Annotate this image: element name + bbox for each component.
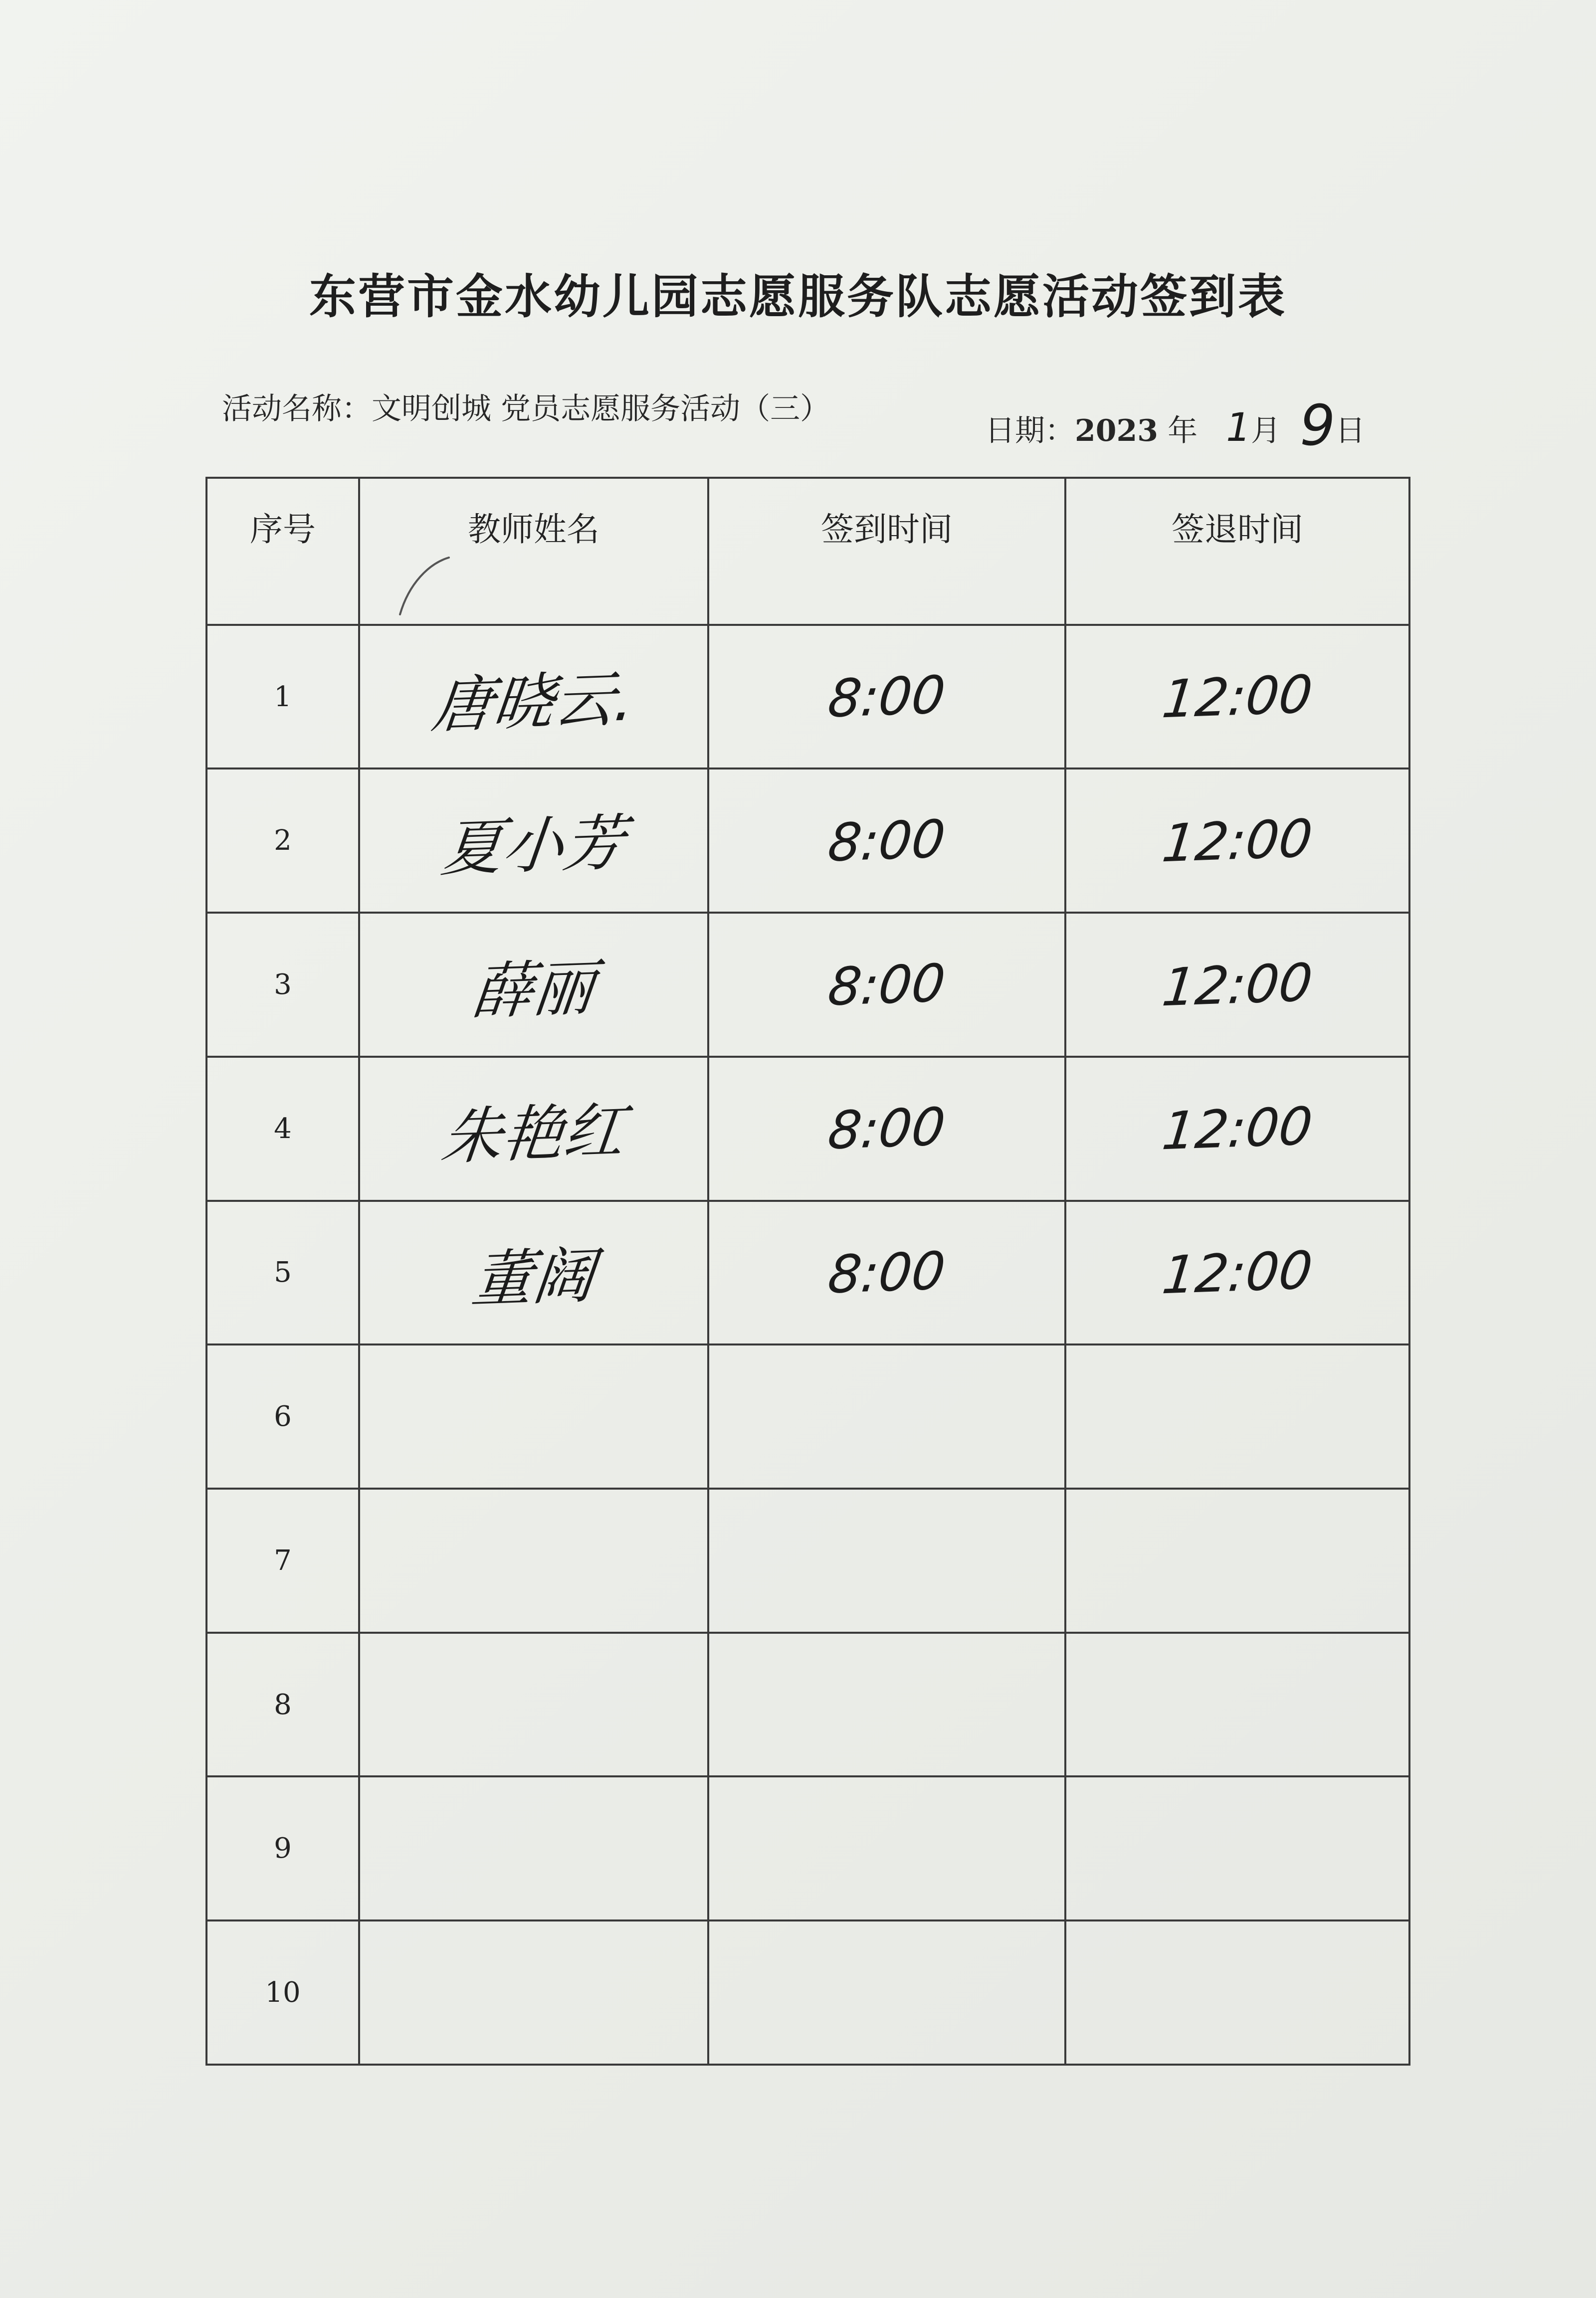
row-seq: 3 xyxy=(206,913,359,1057)
sign-out-time-cell[interactable] xyxy=(1065,1489,1409,1633)
form-title: 东营市金水幼儿园志愿服务队志愿活动签到表 xyxy=(309,269,1287,324)
sign-in-time: 8:00 xyxy=(825,1240,949,1306)
sign-in-time-cell[interactable] xyxy=(708,768,1065,913)
teacher-signature[interactable] xyxy=(359,1344,708,1489)
row-seq: 5 xyxy=(206,1201,359,1345)
sign-in-time: 8:00 xyxy=(825,952,949,1017)
teacher-name: 夏小芳 xyxy=(438,807,628,885)
sign-in-time-cell[interactable] xyxy=(708,1489,1065,1633)
date-month: 1 xyxy=(1226,405,1251,450)
sign-out-time: 12:00 xyxy=(1159,1095,1316,1162)
table-row xyxy=(206,1344,1409,1489)
activity-label: 活动名称： xyxy=(222,391,372,426)
sign-in-time-cell[interactable] xyxy=(708,1201,1065,1345)
table-row xyxy=(206,625,1409,769)
teacher-signature[interactable] xyxy=(359,913,708,1057)
row-seq: 1 xyxy=(206,625,359,769)
sign-out-time-cell[interactable] xyxy=(1065,1057,1409,1201)
sign-in-time: 8:00 xyxy=(825,1096,949,1161)
teacher-signature[interactable] xyxy=(359,1201,708,1345)
date-label: 日期： xyxy=(985,413,1075,448)
teacher-signature[interactable] xyxy=(359,1776,708,1920)
sign-out-time-cell[interactable] xyxy=(1065,1920,1409,2065)
month-label: 月 xyxy=(1250,413,1281,448)
header-sign-out-time: 签退时间 xyxy=(1065,478,1409,625)
table-header-row xyxy=(206,478,1409,625)
teacher-signature[interactable] xyxy=(359,768,708,913)
sign-out-time-cell[interactable] xyxy=(1065,768,1409,913)
teacher-name: 唐晓云. xyxy=(428,663,638,742)
sign-out-time-cell[interactable] xyxy=(1065,1344,1409,1489)
date-year: 2023 xyxy=(1075,413,1158,448)
table-row xyxy=(206,768,1409,913)
table-row xyxy=(206,1776,1409,1920)
table-row xyxy=(206,1920,1409,2065)
header-teacher-name: 教师姓名 xyxy=(359,478,708,625)
sign-in-time-cell[interactable] xyxy=(708,1057,1065,1201)
sign-in-time-cell[interactable] xyxy=(708,913,1065,1057)
sign-in-time-cell[interactable] xyxy=(708,1344,1065,1489)
row-seq: 4 xyxy=(206,1057,359,1201)
teacher-name: 董阔 xyxy=(468,1240,598,1316)
sign-out-time-cell[interactable] xyxy=(1065,1776,1409,1920)
row-seq: 6 xyxy=(206,1344,359,1489)
row-seq: 10 xyxy=(206,1920,359,2065)
sign-in-time: 8:00 xyxy=(825,808,949,874)
teacher-signature[interactable] xyxy=(359,1489,708,1633)
sign-out-time: 12:00 xyxy=(1159,952,1316,1018)
header-seq: 序号 xyxy=(206,478,359,625)
sign-out-time: 12:00 xyxy=(1159,1239,1316,1306)
teacher-signature[interactable] xyxy=(359,1920,708,2065)
day-label: 日 xyxy=(1335,413,1366,448)
table-row xyxy=(206,1489,1409,1633)
date-line xyxy=(985,393,1366,458)
table-row xyxy=(206,1201,1409,1345)
teacher-signature[interactable] xyxy=(359,1057,708,1201)
signin-table xyxy=(205,477,1410,2066)
table-row xyxy=(206,1633,1409,1777)
date-day: 9 xyxy=(1300,393,1336,458)
row-seq: 7 xyxy=(206,1489,359,1633)
sign-out-time-cell[interactable] xyxy=(1065,625,1409,769)
sign-out-time-cell[interactable] xyxy=(1065,913,1409,1057)
sign-out-time: 12:00 xyxy=(1159,807,1316,874)
header-sign-in-time: 签到时间 xyxy=(708,478,1065,625)
activity-line xyxy=(222,391,830,426)
teacher-signature[interactable] xyxy=(359,1633,708,1777)
row-seq: 2 xyxy=(206,768,359,913)
activity-name: 文明创城 党员志愿服务活动（三） xyxy=(372,391,830,426)
sign-in-time: 8:00 xyxy=(825,664,949,730)
sign-out-time-cell[interactable] xyxy=(1065,1201,1409,1345)
sign-out-time: 12:00 xyxy=(1159,663,1316,730)
sign-out-time-cell[interactable] xyxy=(1065,1633,1409,1777)
row-seq: 9 xyxy=(206,1776,359,1920)
sign-in-time-cell[interactable] xyxy=(708,1920,1065,2065)
year-label: 年 xyxy=(1168,413,1198,448)
teacher-name: 薛丽 xyxy=(468,952,598,1028)
teacher-signature[interactable] xyxy=(359,625,708,769)
row-seq: 8 xyxy=(206,1633,359,1777)
table-row xyxy=(206,913,1409,1057)
sign-in-time-cell[interactable] xyxy=(708,625,1065,769)
teacher-name: 朱艳红 xyxy=(438,1095,628,1173)
sign-in-time-cell[interactable] xyxy=(708,1776,1065,1920)
table-row xyxy=(206,1057,1409,1201)
sign-in-time-cell[interactable] xyxy=(708,1633,1065,1777)
